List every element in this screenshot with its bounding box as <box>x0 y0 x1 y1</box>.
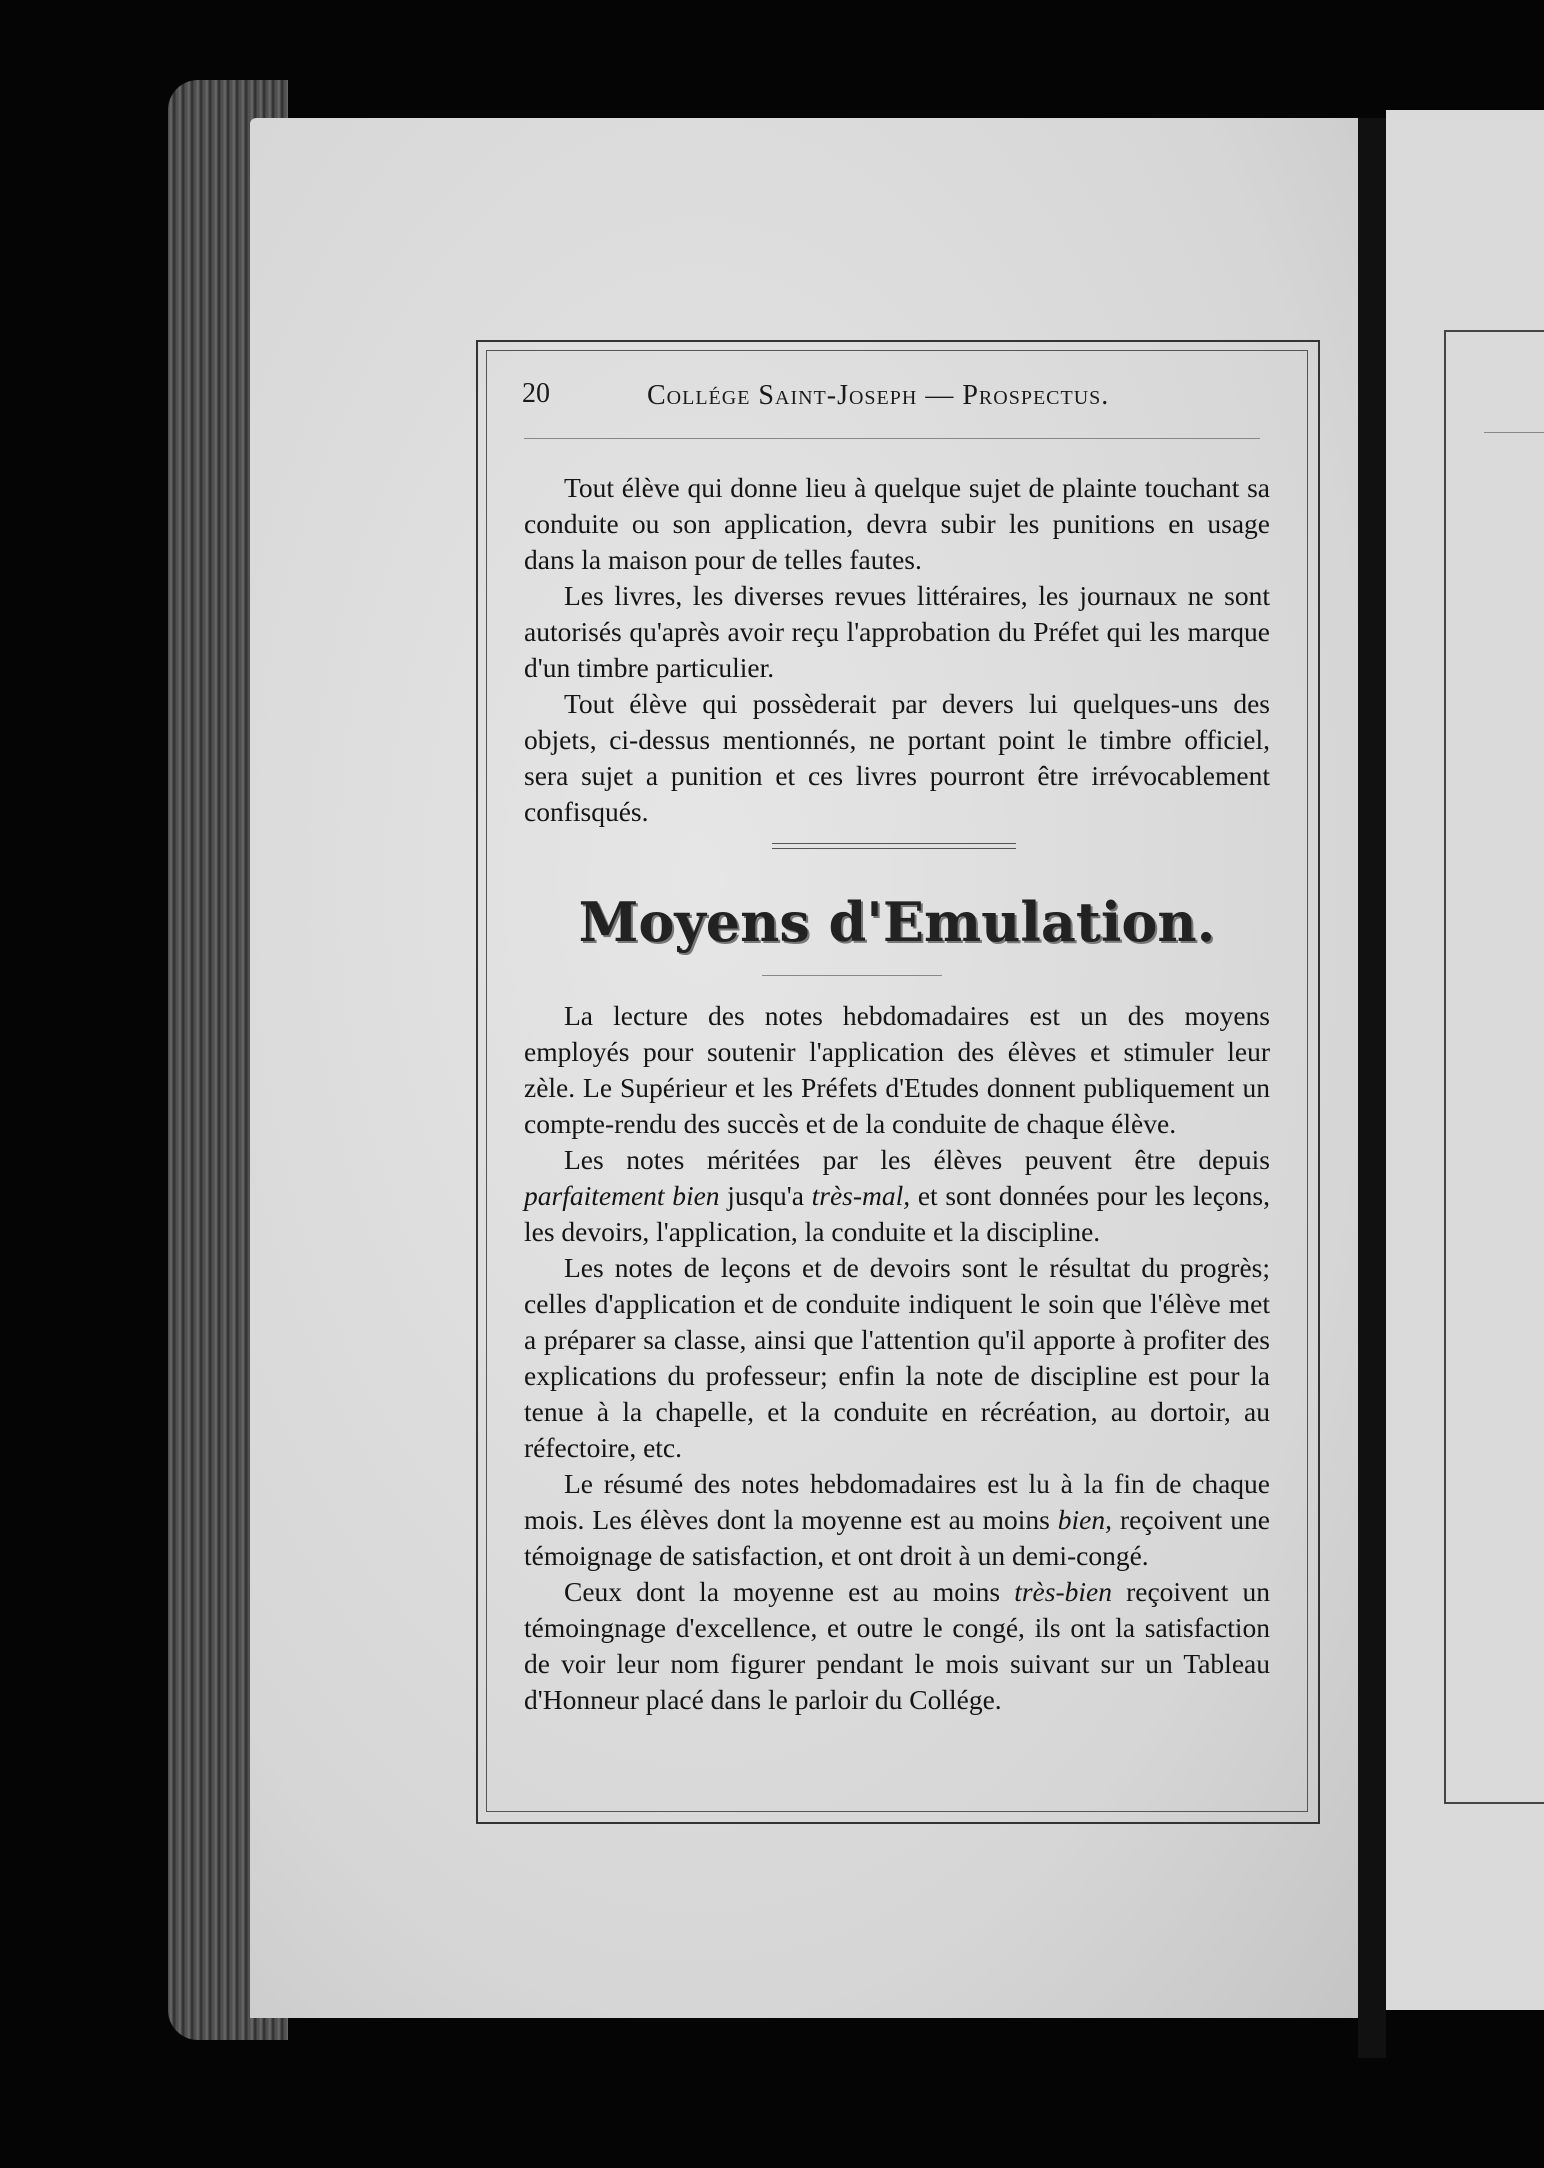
paragraph-honour-roll <box>524 1574 1270 1718</box>
paragraph-monthly-summary <box>524 1466 1270 1574</box>
page-number: 20 <box>522 378 550 409</box>
text-run: Ceux dont la moyenne est au moins <box>564 1576 1015 1607</box>
text-run: Le résumé des notes hebdomadaires est lu à la fin de chaque mois. Les élèves dont la moyenne est au moins <box>524 1468 1270 1535</box>
paragraph-complaints: Tout élève qui donne lieu à quelque sujet de plainte touchant sa conduite ou son application, devra subir les punitions en usage dans la maison pour de telles fautes. <box>524 472 1270 575</box>
italic-term: très-mal, <box>811 1180 911 1211</box>
italic-term: très-bien <box>1014 1576 1112 1607</box>
heading-rule <box>762 975 942 976</box>
book-gutter <box>1358 118 1386 2058</box>
paragraph-books: Les livres, les diverses revues littéraires, les journaux ne sont autorisés qu'après avoir reçu l'approbation du Préfet qui les marque d'un timbre particulier. <box>524 580 1270 683</box>
paragraph-note-grades <box>524 1142 1270 1250</box>
right-page-border <box>1444 330 1544 1804</box>
italic-term: parfaitement bien <box>524 1180 720 1211</box>
paragraph-weekly-notes: La lecture des notes hebdomadaires est un des moyens employés pour soutenir l'application des élèves et stimuler leur zèle. Le Supérieur et les Préfets d'Etudes donnent publiquement un compte-rendu des succès et de la conduite de chaque élève. <box>524 1000 1270 1139</box>
paragraph-confiscation: Tout élève qui possèderait par devers lui quelques-uns des objets, ci-dessus mentionnés, ne portant point le timbre officiel, sera sujet a punition et ces livres pourront être irrévocablement confisqués. <box>524 688 1270 827</box>
text-run: et sont données pour les leçons, les devoirs, l'application, la conduite et la discipline. <box>524 1180 1270 1247</box>
running-head <box>522 378 1292 422</box>
rules-section <box>524 470 1270 830</box>
running-head-title: Collége Saint-Joseph — Prospectus. <box>647 380 1110 411</box>
right-page-rule <box>1484 432 1544 433</box>
section-heading: Moyens d'Emulation. <box>578 890 1216 954</box>
emulation-section <box>524 998 1270 1718</box>
text-run: jusqu'a <box>719 1180 812 1211</box>
text-run: Les notes méritées par les élèves peuvent être depuis <box>564 1144 1270 1175</box>
section-divider <box>772 843 1016 849</box>
text-run: reçoivent une témoignage de satisfaction, et ont droit à un demi-congé. <box>524 1504 1270 1571</box>
paragraph-note-meaning: Les notes de leçons et de devoirs sont le résultat du progrès; celles d'application et de conduite indiquent le soin que l'élève met a préparer sa classe, ainsi que l'attention qu'il apporte à profiter des explications du professeur; enfin la note de discipline est pour la tenue à la chapelle, et la conduite en récréation, au dortoir, au réfectoire, etc. <box>524 1252 1270 1463</box>
text-run: reçoivent un témoingnage d'excellence, et outre le congé, ils ont la satisfaction de voir leur nom figurer pendant le mois suivant sur un Tableau d'Honneur placé dans le parloir du Collége. <box>524 1576 1271 1715</box>
italic-term: bien, <box>1057 1504 1113 1535</box>
running-head-rule <box>524 438 1260 439</box>
